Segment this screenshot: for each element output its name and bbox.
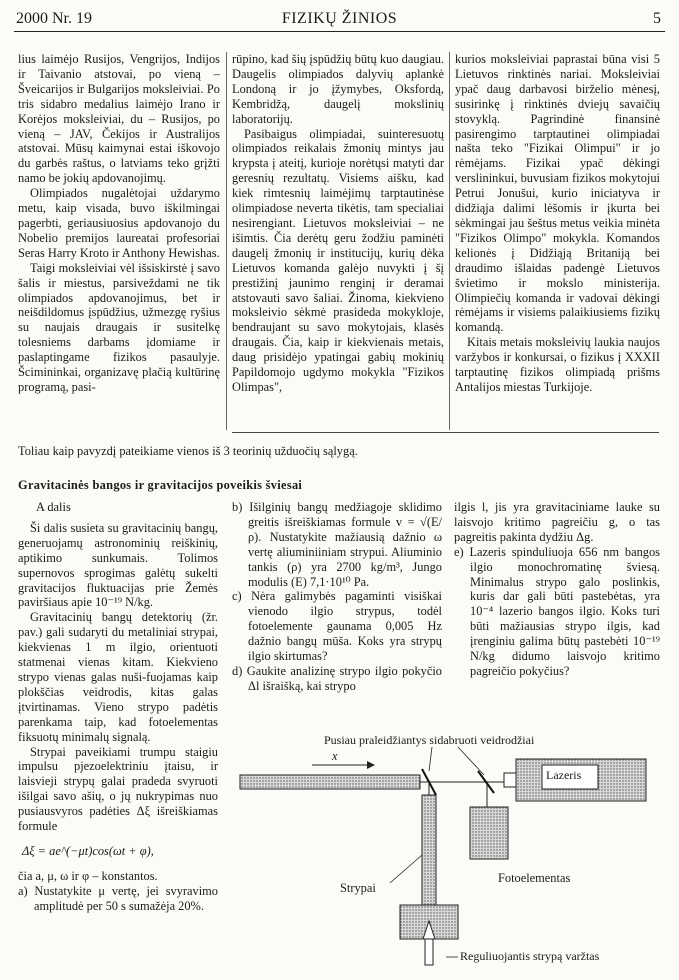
article-paragraph: rūpino, kad šių įspūdžių būtų kuo daugiau. Daugelis olimpiados dalyvių aplankė Londoną ir jo įžymybes, Oksfordą, Kembridžą, daugelį mokslinių laboratorijų. (232, 52, 444, 126)
task-column-2 (232, 500, 442, 694)
detector-figure (232, 735, 662, 975)
article-paragraph: Taigi moksleiviai vėl išsiskirstė į savo šalis ir miestus, parsiveždami ne tik olimpiados apdovanojimus, bet ir neišdildomus įspūdžius, užmezgę ryšius su naujais draugais ir susitelkę tolesniems darbams įdomiame ir paslaptingame fizikos pasaulyje. Šcimininkai, organizavę plačią kultūrinę programą, pasi- (18, 260, 220, 394)
rods-label: Strypai (340, 881, 376, 895)
photoelement-label: Fotoelementas (498, 871, 571, 885)
article-paragraph: Olimpiados nugalėtojai uždarymo metu, kaip visada, buvo iškilmingai pagerbti, geriausiuosius apdovanojo du Nobelio premijos laureatai profesoriai Seras Harry Kroto ir Anthony Hewishas. (18, 186, 220, 260)
intro-line: Toliau kaip pavyzdį pateikiame vienos iš 3 teorinių užduočių sąlygą. (18, 444, 358, 458)
damping-formula: Δξ = ae^(−μt)cos(ωt + φ), (22, 843, 154, 858)
x-label: x (332, 749, 338, 763)
laser-nozzle (504, 773, 516, 787)
question-d-continued: ilgis l, jis yra gravitaciniame lauke su laisvojo kritimo pagreičiu g, o tas pagreitis pakinta dydžiu Δg. (454, 500, 660, 544)
column-divider (449, 52, 450, 430)
task-title: Gravitacinės bangos ir gravitacijos poveikis šviesai (18, 478, 303, 492)
article-column-2 (232, 52, 444, 395)
mirror-leader (458, 747, 484, 775)
horizontal-rod (240, 775, 420, 789)
article-column-1 (18, 52, 220, 395)
article-paragraph: Kitais metais moksleivių laukia naujos varžybos ir konkursai, o fizikus į XXXII tarptautinę fizikos olimpiadą prišms Antalijos miestas Turkijoje. (455, 335, 660, 394)
column-divider (226, 52, 227, 430)
page-number: 5 (653, 10, 661, 27)
task-column-3 (454, 500, 660, 679)
issue-number: 2000 Nr. 19 (16, 10, 92, 27)
photoelement-box (470, 807, 508, 859)
x-axis-arrowhead (367, 761, 375, 769)
mirror-leader (429, 747, 432, 771)
part-label: A dalis (36, 500, 71, 514)
article-paragraph: kurios moksleiviai paprastai būna visi 5 Lietuvos rinktinės nariai. Moksleiviai ypač daug darbavosi birželio mėnesį, susirinkę į rinktinės dviejų savaičių stovyklą. Pagrindinė finansinė pasirengimo tarptautinei olimpiadai našta teko "Fizikai Olimpui" ir jo rėmėjams. Fizikai ypač dėkingi verslininkui, buvusiam fizikos mokytojui Petrui Jonušui, kurio iniciatyva ir didžiąja dalimi lėšomis ir įkurta bei sėkmingai jau šeštus metus veikia minėta "Fizikos Olimpo" mokykla. Komandos kelionės į Didžiąją Britaniją bei draudimo išlaidas padengė Lietuvos švietimo ir mokslo ministerija. Olimpiečių komanda ir vadovai dėkingi rėmėjams ir visiems palaikiusiems fizikų komandą. (455, 52, 660, 335)
journal-title: FIZIKŲ ŽINIOS (281, 10, 398, 27)
rods-leader (390, 855, 422, 883)
page-header (14, 8, 665, 30)
question-e: e) Lazeris spinduliuoja 656 nm bangos ilgio monochromatinę šviesą. Minimalus strypo galo poslinkis, kuris dar gali būti pastebėtas, yra 10⁻⁴ lazerio bangos ilgio. Koks turi būti mažiausias strypo ilgis, kad įrenginiu galima būtų pastebėti 10⁻¹⁹ N/kg didumo laisvojo kritimo pagreičio pokyčius? (454, 544, 660, 678)
task-paragraph: čia a, μ, ω ir φ – konstantos. (18, 868, 158, 883)
task-paragraph: Gravitacinių bangų detektorių (žr. pav.) gali sudaryti du metaliniai strypai, kiekvienas 1 m ilgio, orientuoti statmenai vienas kitam. Kiekvieno strypo vienas galas nuši-fuojamas kaip plokščias veidrodis, kitas galas įtvirtinamas. Vieno strypo padėtis parenkama taip, kad fotoelementas fiksuotų minimalų signalą. (18, 610, 218, 744)
header-rule (14, 31, 665, 32)
task-column-1 (18, 500, 218, 914)
mirrors-label: Pusiau praleidžiantys sidabruoti veidrodžiai (324, 733, 535, 747)
article-paragraph: lius laimėjo Rusijos, Vengrijos, Indijos ir Taivanio atstovai, po vieną – Šveicarijos ir Bulgarijos moksleiviai. Po tris sidabro medalius laimėjo Irano ir Korėjos moksleiviai, du – Rusijos, po vieną – JAV, Čekijos ir Australijos atstovai. Mūsų kaimynai estai iškovojo du garbės raštus, o latviams teko grįžti namo be jokių apdovanojimų. (18, 52, 220, 186)
screw-shaft (425, 939, 433, 965)
task-paragraph: Ši dalis susieta su gravitacinių bangų, generuojamų astronominių reiškinių, aptikimo sunkumais. Tolimos supernovos sprogimas galėtų sukelti gravitacijos fluktuacijas prie Žemės paviršiaus apie 10⁻¹⁹ N/kg. (18, 520, 218, 610)
question-a: a) Nustatykite μ vertę, jei svyravimo amplitudė per 50 s sumažėja 20%. (18, 883, 218, 913)
article-column-3 (455, 52, 660, 395)
task-paragraph: Strypai pavеikiami trumpu staigiu impulsu pjezoelektriniu įtaisu, ir laisvieji strypų galai pradeda svyruoti išilgai savo ašių, o jų nukrypimas nuo pusiausvyros padėties Δξ išreiškiamas formule (18, 744, 218, 834)
clamp-label: Reguliuojantis strypą varžtas (460, 949, 600, 963)
question-c: c) Nėra galimybės pagaminti visiškai vienodo ilgio strypus, todėl fotoelemente gaunama 0,005 Hz dažnio bangų mūša. Koks yra strypų ilgio skirtumas? (232, 589, 442, 664)
question-b: b) Išilginių bangų medžiagoje sklidimo greitis išreiškiamas formule v = √(E/ρ). Nustatykite mažiausią dažnio ω vertę aliuminiiniam strypui. Aliuminio tankis (ρ) yra 2700 kg/m³, Jungo modulis (E) 7,1·10¹⁰ Pa. (232, 500, 442, 589)
section-rule (232, 432, 659, 433)
laser-label: Lazeris (546, 768, 582, 782)
vertical-rod (422, 795, 436, 905)
question-d: d) Gaukite analizinę strypo ilgio pokyčio Δl išraišką, kai strypo (232, 663, 442, 693)
detector-diagram (232, 735, 662, 975)
article-paragraph: Pasibaigus olimpiadai, suinteresuotų olimpiados reikalais žmonių mintys jau krypsta į ateitį, kurioje norėtųsi matyti dar geresnių rezultatų. Visiems aišku, kad kiek rimtesnių laimėjimų tarptautinėse olimpiadose neverta tikėtis, tam specialiai nesirengiant. Lietuvos moksleiviai – ne išimtis. Čia derėtų geru žodžiu paminėti daugelį žmonių ir institucijų, kurių dėka Lietuvos komanda galėjo nuvykti į šį prestižinį jaunimo renginį ir deramai atstovauti savo šaliai. Žinoma, kiekvieno moksleivio sėkmė prasideda mokykloje, bendraujant su savo mokytojais, klasės draugais. Čia, kaip ir kiekvienais metais, daug prisidėjo ypatingai gabių mokinių Papildomojo ugdymo mokykla "Fizikos Olimpas", (232, 126, 444, 394)
